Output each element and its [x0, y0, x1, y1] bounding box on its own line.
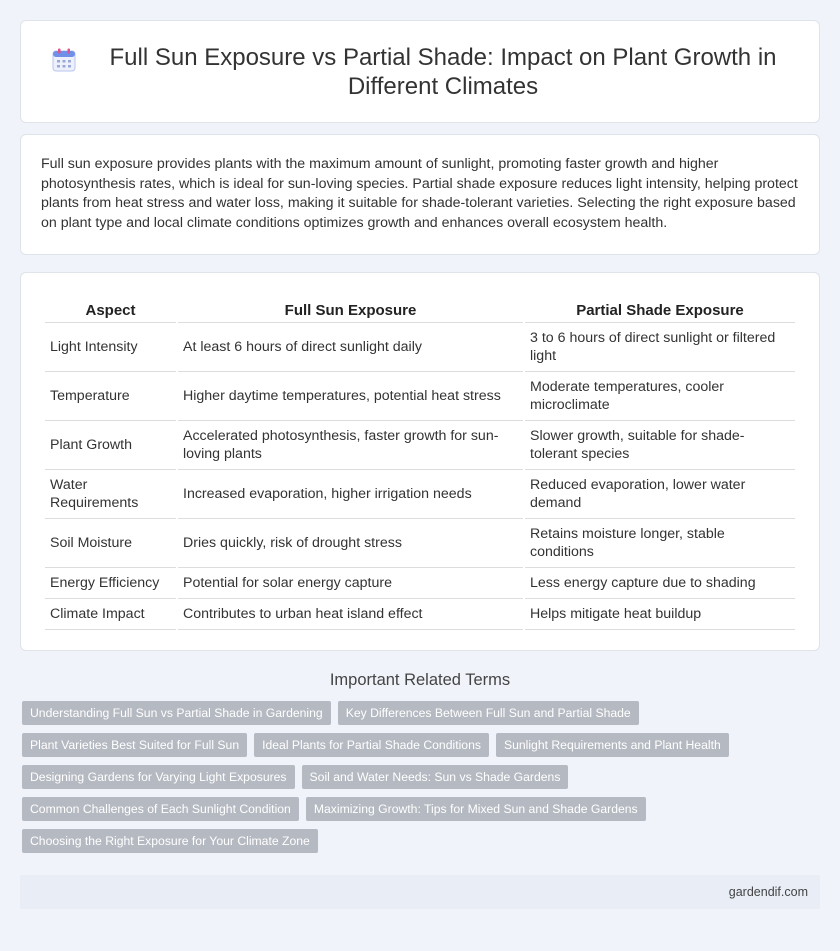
intro-text: Full sun exposure provides plants with the maximum amount of sunlight, promoting faster growth and higher photosynthesis rates, which is ideal for sun-loving species. Partial shade exposure reduces light intensity, helping protect plants from heat stress and water loss, making it suitable for shade-tolerant varieties. Selecting the right exposure based on plant type and local climate conditions optimizes growth and enhances overall ecosystem health. [41, 156, 798, 231]
table-row [45, 599, 795, 630]
table-cell: Less energy capture due to shading [525, 568, 795, 599]
table-cell: Dries quickly, risk of drought stress [178, 519, 523, 568]
footer [20, 875, 820, 909]
related-term-link[interactable]: Common Challenges of Each Sunlight Condition [22, 797, 299, 821]
table-row [45, 421, 795, 470]
table-cell: Accelerated photosynthesis, faster growth for sun-loving plants [178, 421, 523, 470]
related-term-link[interactable]: Plant Varieties Best Suited for Full Sun [22, 733, 247, 757]
table-cell: At least 6 hours of direct sunlight daily [178, 323, 523, 372]
calendar-icon [51, 47, 77, 73]
related-terms-list [0, 701, 840, 861]
table-row [45, 519, 795, 568]
comparison-table [43, 299, 797, 630]
table-cell: Slower growth, suitable for shade-tolerant species [525, 421, 795, 470]
footer-site-link[interactable]: gardendif.com [728, 885, 808, 899]
table-cell: 3 to 6 hours of direct sunlight or filtered light [525, 323, 795, 372]
table-cell: Potential for solar energy capture [178, 568, 523, 599]
table-cell: Climate Impact [45, 599, 176, 630]
column-header: Aspect [45, 299, 176, 323]
related-term-link[interactable]: Ideal Plants for Partial Shade Conditions [254, 733, 489, 757]
related-term-link[interactable]: Understanding Full Sun vs Partial Shade in Gardening [22, 701, 331, 725]
page-title: Full Sun Exposure vs Partial Shade: Impact on Plant Growth in Different Climates [109, 43, 777, 100]
table-cell: Plant Growth [45, 421, 176, 470]
table-cell: Energy Efficiency [45, 568, 176, 599]
column-header: Full Sun Exposure [178, 299, 523, 323]
related-term-link[interactable]: Choosing the Right Exposure for Your Climate Zone [22, 829, 318, 853]
table-header-row [45, 299, 795, 323]
table-cell: Retains moisture longer, stable conditions [525, 519, 795, 568]
table-row [45, 372, 795, 421]
related-term-link[interactable]: Sunlight Requirements and Plant Health [496, 733, 729, 757]
intro-card [20, 134, 820, 255]
table-cell: Light Intensity [45, 323, 176, 372]
table-row [45, 568, 795, 599]
comparison-card [20, 272, 820, 651]
related-term-link[interactable]: Designing Gardens for Varying Light Exposures [22, 765, 295, 789]
related-term-link[interactable]: Soil and Water Needs: Sun vs Shade Gardens [302, 765, 569, 789]
column-header: Partial Shade Exposure [525, 299, 795, 323]
table-row [45, 470, 795, 519]
related-terms-title: Important Related Terms [329, 671, 511, 689]
table-cell: Increased evaporation, higher irrigation needs [178, 470, 523, 519]
header-card [20, 20, 820, 123]
table-cell: Higher daytime temperatures, potential heat stress [178, 372, 523, 421]
table-row [45, 323, 795, 372]
table-cell: Contributes to urban heat island effect [178, 599, 523, 630]
table-cell: Water Requirements [45, 470, 176, 519]
related-term-link[interactable]: Key Differences Between Full Sun and Partial Shade [338, 701, 639, 725]
table-cell: Helps mitigate heat buildup [525, 599, 795, 630]
table-cell: Moderate temperatures, cooler microclimate [525, 372, 795, 421]
related-term-link[interactable]: Maximizing Growth: Tips for Mixed Sun and Shade Gardens [306, 797, 646, 821]
table-cell: Temperature [45, 372, 176, 421]
table-cell: Reduced evaporation, lower water demand [525, 470, 795, 519]
table-cell: Soil Moisture [45, 519, 176, 568]
